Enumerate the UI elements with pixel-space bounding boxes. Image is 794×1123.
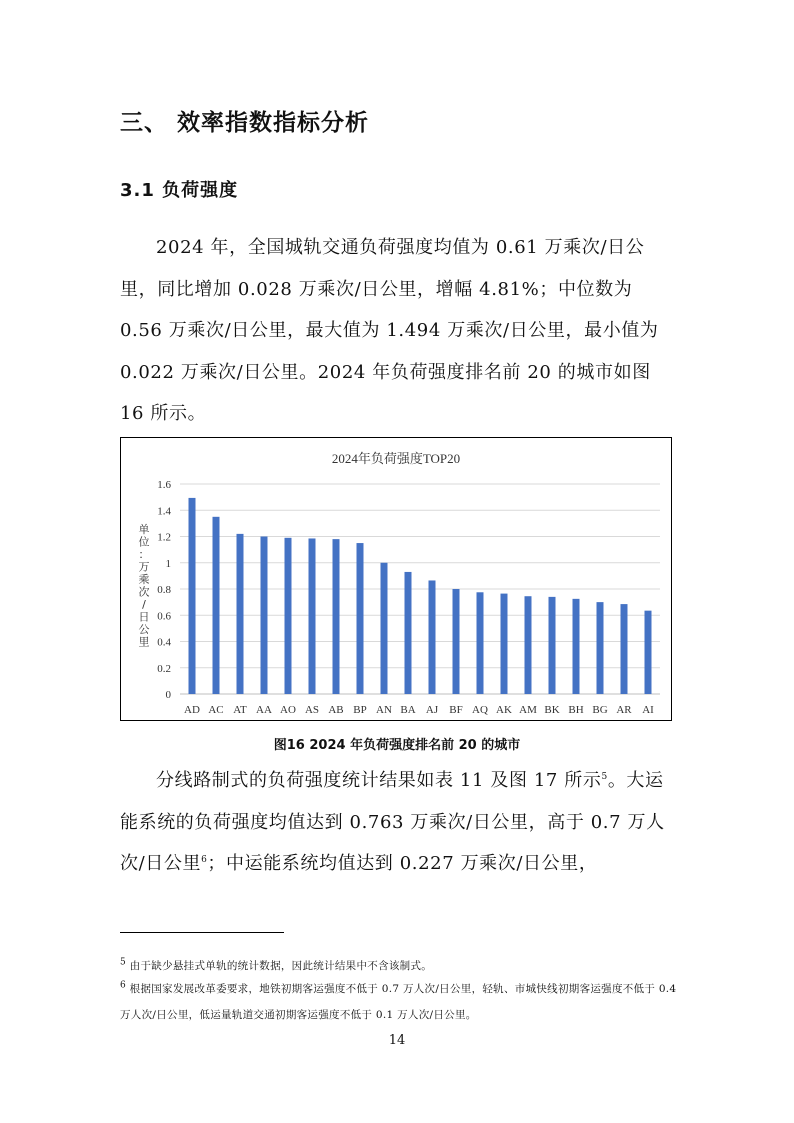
bar (645, 611, 652, 694)
x-tick-label: AQ (472, 704, 488, 716)
bar (525, 596, 532, 694)
x-tick-label: BH (568, 704, 584, 716)
paragraph2-text-2: 。大运能系统的负荷强度均值达到 0.763 万乘次/日公里，高于 0.7 万人次/日公里 (120, 770, 665, 875)
bar (381, 563, 388, 694)
footnote-6 (120, 976, 680, 1028)
bar (501, 594, 508, 694)
footnote-ref-5[interactable]: 5 (601, 772, 608, 782)
subsection-heading: 3.1 负荷强度 (120, 180, 239, 201)
x-tick-label: AD (184, 704, 200, 716)
bar (189, 498, 196, 694)
chart-title: 2024年负荷强度TOP20 (331, 451, 461, 466)
x-tick-label: AR (616, 704, 632, 716)
y-tick-label: 1.2 (157, 531, 171, 544)
footnote-6-text: 根据国家发展改革委要求，地铁初期客运强度不低于 0.7 万人次/日公里，轻轨、市城快线初期客运强度不低于 0.4 万人次/日公里，低运量轨道交通初期客运强度不低于 0.1 万人次/日公里。 (120, 983, 677, 1021)
figure-caption: 图16 2024 年负荷强度排名前 20 的城市 (273, 738, 521, 753)
body-paragraph-2 (120, 760, 676, 885)
bar (357, 543, 364, 694)
bar (213, 517, 220, 694)
y-axis-label: 单位：万乘次/日公里 (138, 522, 150, 649)
x-tick-label: BG (592, 704, 608, 716)
x-tick-label: AT (233, 704, 247, 716)
bar (237, 534, 244, 694)
bar (429, 580, 436, 694)
x-tick-label: AN (376, 704, 392, 716)
footnote-ref-6[interactable]: 6 (201, 855, 208, 866)
y-tick-label: 0 (165, 689, 171, 701)
y-tick-label: 0.8 (157, 584, 171, 596)
y-tick-label: 0.6 (157, 610, 171, 623)
x-tick-label: BK (544, 704, 560, 716)
y-tick-label: 0.4 (157, 636, 171, 649)
bar (597, 602, 604, 694)
section-heading: 三、 效率指数指标分析 (120, 110, 370, 136)
page-number: 14 (388, 1033, 406, 1048)
x-tick-label: AC (208, 704, 224, 716)
bar (621, 604, 628, 694)
x-tick-label: AJ (425, 704, 439, 716)
x-tick-label: BA (400, 704, 416, 716)
bar-chart (121, 438, 671, 720)
x-tick-label: AK (496, 704, 512, 716)
y-tick-label: 1.4 (157, 505, 171, 518)
x-tick-label: BF (449, 704, 463, 716)
bar (477, 592, 484, 694)
bar (333, 539, 340, 694)
footnote-mark-6: 6 (120, 980, 127, 991)
paragraph2-text-3: ；中运能系统均值达到 0.227 万乘次/日公里， (207, 853, 598, 875)
x-tick-label: AB (328, 704, 344, 716)
paragraph2-text-1: 分线路制式的负荷强度统计结果如表 11 及图 17 所示 (156, 770, 602, 791)
x-tick-label: AS (304, 704, 320, 716)
bar-chart-frame (120, 437, 672, 721)
x-tick-label: AM (519, 704, 537, 716)
footnote-5-text: 由于缺少悬挂式单轨的统计数据，因此统计结果中不含该制式。 (129, 960, 433, 972)
footnote-mark-5: 5 (120, 957, 127, 968)
bar (261, 537, 268, 695)
bar (573, 599, 580, 694)
bar (453, 589, 460, 694)
bar (309, 538, 316, 694)
bar (405, 572, 412, 694)
x-tick-label: AA (256, 704, 272, 716)
y-tick-label: 1.6 (157, 479, 171, 491)
x-tick-label: AO (280, 704, 296, 716)
bar (549, 597, 556, 694)
body-paragraph-1: 2024 年，全国城轨交通负荷强度均值为 0.61 万乘次/日公里，同比增加 0.028 万乘次/日公里，增幅 4.81%；中位数为 0.56 万乘次/日公里，最大值为 1.494 万乘次/日公里，最小值为 0.022 万乘次/日公里。2024 年负荷强度排名前 20 的城市如图 16 所示。 (120, 237, 659, 425)
x-tick-label: BP (353, 704, 367, 716)
bar (285, 538, 292, 694)
footnote-divider (120, 932, 284, 933)
y-tick-label: 1 (165, 557, 171, 570)
x-tick-label: AI (642, 704, 654, 716)
y-tick-label: 0.2 (157, 662, 171, 675)
